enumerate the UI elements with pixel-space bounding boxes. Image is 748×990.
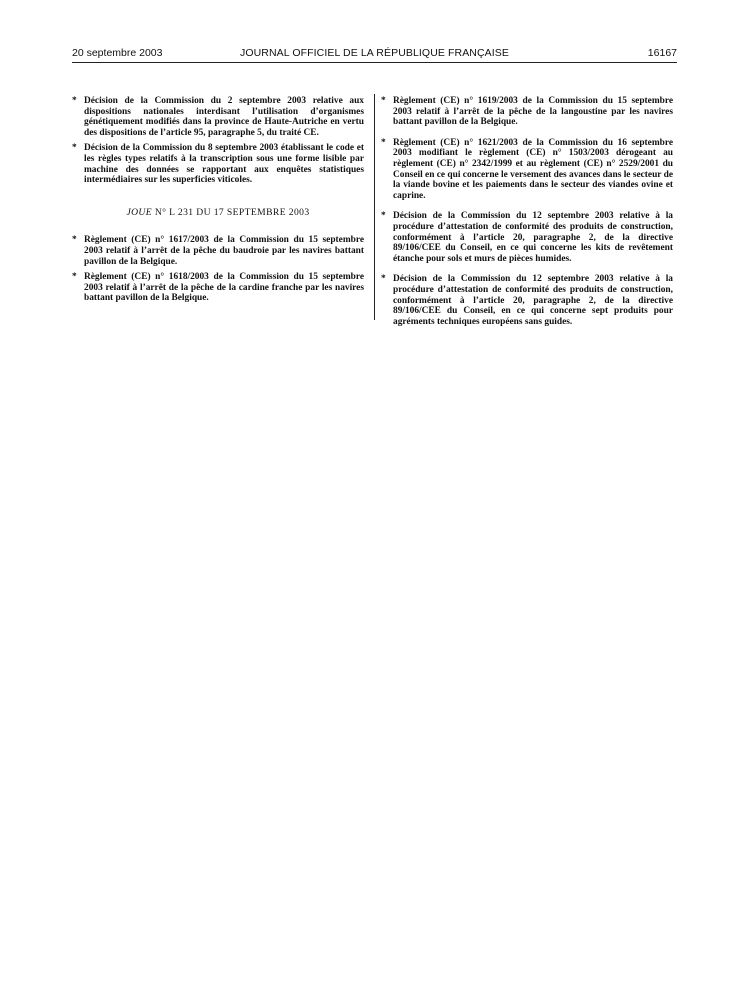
page-number: 16167 [647,47,677,59]
issue-number-date: N° L 231 DU 17 SEPTEMBRE 2003 [152,206,310,218]
bullet-mark: * [381,137,386,148]
list-item [381,96,673,128]
list-item [72,235,364,267]
bullet-mark: * [72,96,77,106]
list-item [381,274,673,327]
entry-text: Règlement (CE) n° 1619/2003 de la Commission du 15 septembre 2003 relatif à l’arrêt de la pêche de la langoustine par les navires battant pavillon de la Belgique. [393,96,673,128]
list-item [381,138,673,202]
entry-text: Décision de la Commission du 12 septembre 2003 relative à la procédure d’attestation de conformité des produits de construction, conformément à l’article 20, paragraphe 2, de la directive 89/106/CEE du Conseil, en ce qui concerne les kits de revêtement étanche pour sols et murs de pièces humides. [393,211,673,264]
list-item [381,211,673,264]
list-item [72,272,364,304]
entry-text: Décision de la Commission du 12 septembre 2003 relative à la procédure d’attestation de conformité des produits de construction, conformément à l’article 20, paragraphe 2, de la directive 89/106/CEE du Conseil, en ce qui concerne sept produits pour agréments techniques européens sans guides. [393,274,673,327]
list-item [72,143,364,185]
entry-text: Règlement (CE) n° 1621/2003 de la Commission du 16 septembre 2003 modifiant le règlement (CE) n° 1503/2003 dérogeant au règlement (CE) n° 2342/1999 et au règlement (CE) n° 2529/2001 du Conseil en ce qui concerne le versement des avances dans le secteur de la viande bovine et les paiements dans le secteur des viandes ovine et caprine. [393,137,673,201]
bullet-mark: * [381,211,386,222]
page-header [72,47,677,61]
entry-text: Règlement (CE) n° 1618/2003 de la Commission du 15 septembre 2003 relatif à l’arrêt de la pêche de la cardine franche par les navires battant pavillon de la Belgique. [84,272,364,304]
list-item [72,96,364,138]
bullet-mark: * [72,143,77,154]
issue-heading [72,208,364,219]
entry-text: Décision de la Commission du 8 septembre 2003 établissant le code et les règles types relatifs à la transcription sous une forme lisible par machine des données se rapportant aux enquêtes statistiques intermédiaires sur les superficies viticoles. [84,143,364,186]
left-column [72,96,364,309]
header-date: 20 septembre 2003 [72,47,163,59]
bullet-mark: * [381,274,386,285]
bullet-mark: * [381,96,386,106]
bullet-mark: * [72,235,77,246]
right-column [381,96,673,332]
bullet-mark: * [72,272,77,283]
header-rule [72,62,677,63]
entry-text: Règlement (CE) n° 1617/2003 de la Commission du 15 septembre 2003 relatif à l’arrêt de la pêche du baudroie par les navires battant pavillon de la Belgique. [84,235,364,267]
journal-abbreviation: JOUE [126,206,153,218]
column-separator [374,94,375,320]
entry-text: Décision de la Commission du 2 septembre 2003 relative aux dispositions nationales interdisant l’utilisation d’organismes génétiquement modifiés dans la province de Haute-Autriche en vertu des dispositions de l’article 95, paragraphe 5, du traité CE. [84,96,364,138]
journal-title: JOURNAL OFFICIEL DE LA RÉPUBLIQUE FRANÇAISE [240,47,509,59]
